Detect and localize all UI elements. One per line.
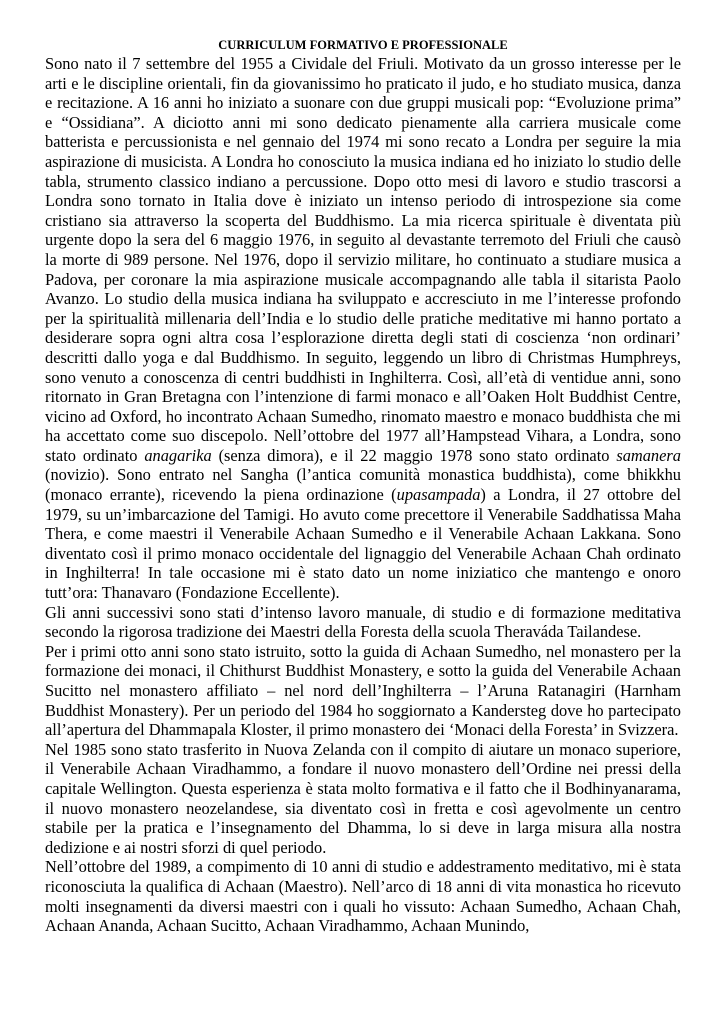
body-paragraph [45, 740, 681, 858]
document-body [45, 54, 681, 936]
italic-term: upasampada [396, 485, 481, 505]
italic-term: samanera [616, 445, 681, 465]
body-paragraph [45, 642, 681, 740]
text-run: (novizio). Sono entrato nel Sangha (l’antica comunità monastica buddhista), come bhikkhu (monaco errante), ricevendo la piena ordinazione ( [45, 465, 681, 505]
body-paragraph [45, 603, 681, 642]
text-run: (senza dimora), e il 22 maggio 1978 sono stato ordinato [211, 445, 617, 465]
text-run: Per i primi otto anni sono stato istruito, sotto la guida di Achaan Sumedho, nel monastero per la formazione dei monaci, il Chithurst Buddhist Monastery, e sotto la guida del Venerabile Achaan Sucitto nel monastero affiliato – nel nord dell’Inghilterra – l’Aruna Ratanagiri (Harnham Buddhist Monastery). Per un periodo del 1984 ho soggiornato a Kandersteg dove ho partecipato all’apertura del Dhammapala Kloster, il primo monastero dei ‘Monaci della Foresta’ in Svizzera. [45, 641, 681, 740]
body-paragraph [45, 54, 681, 603]
italic-term: anagarika [144, 445, 212, 465]
text-run: Nel 1985 sono stato trasferito in Nuova Zelanda con il compito di aiutare un monaco superiore, il Venerabile Achaan Viradhammo, a fondare il nuovo monastero dell’Ordine nei pressi della capitale Wellington. Questa esperienza è stata molto formativa e il fatto che il Bodhinyanarama, il nuovo monastero neozelandese, sia diventato così in fretta e così agevolmente un centro stabile per la pratica e l’insegnamento del Dhamma, lo si deve in larga misura alla nostra dedizione e ai nostri sforzi di quel periodo. [45, 739, 681, 857]
text-run: ) a Londra, il 27 ottobre del 1979, su un’imbarcazione del Tamigi. Ho avuto come precettore il Venerabile Saddhatissa Maha Thera, e come maestri il Venerabile Achaan Sumedho e il Venerabile Achaan Lakkana. Sono diventato così il primo monaco occidentale del lignaggio del Venerabile Achaan Chah ordinato in Inghilterra! In tale occasione mi è stato dato un nome iniziatico che mantengo e onoro tutt’ora: Thanavaro (Fondazione Eccellente). [45, 485, 682, 603]
document-page [45, 37, 681, 936]
text-run: Gli anni successivi sono stati d’intenso lavoro manuale, di studio e di formazione meditativa secondo la rigorosa tradizione dei Maestri della Foresta della scuola Theraváda Tailandese. [45, 602, 681, 642]
document-title: CURRICULUM FORMATIVO E PROFESSIONALE [218, 38, 508, 52]
body-paragraph [45, 857, 681, 935]
text-run: Sono nato il 7 settembre del 1955 a Cividale del Friuli. Motivato da un grosso interesse per le arti e le discipline orientali, fin da giovanissimo ho praticato il judo, e ho studiato musica, danza e recitazione. A 16 anni ho iniziato a suonare con due gruppi musicali pop: “Evoluzione prima” e “Ossidiana”. A diciotto anni mi sono dedicato pienamente alla carriera musicale come batterista e percussionista e nel gennaio del 1974 mi sono recato a Londra per seguire la mia aspirazione di musicista. A Londra ho conosciuto la musica indiana ed ho iniziato lo studio delle tabla, strumento classico indiano a percussione. Dopo otto mesi di lavoro e studio trascorsi a Londra sono tornato in Italia dove è iniziato un intenso periodo di introspezione sia come cristiano sia attraverso la scoperta del Buddhismo. La mia ricerca spirituale è diventata più urgente dopo la sera del 6 maggio 1976, in seguito al devastante terremoto del Friuli che causò la morte di 989 persone. Nel 1976, dopo il servizio militare, ho continuato a studiare musica a Padova, per coronare la mia aspirazione musicale accompagnando alle tabla il sitarista Paolo Avanzo. Lo studio della musica indiana ha sviluppato e accresciuto in me l’interesse profondo per la spiritualità millenaria dell’India e lo studio delle pratiche meditative mi hanno portato a desiderare sopra ogni altra cosa l’esplorazione diretta degli stati di coscienza ‘non ordinari’ descritti dallo yoga e dal Buddhismo. In seguito, leggendo un libro di Christmas Humphreys, sono venuto a conoscenza di centri buddhisti in Inghilterra. Così, all’età di ventidue anni, sono ritornato in Gran Bretagna con l’intenzione di farmi monaco e all’Oaken Holt Buddhist Centre, vicino ad Oxford, ho incontrato Achaan Sumedho, rinomato maestro e monaco buddhista che mi ha accettato come suo discepolo. Nell’ottobre del 1977 all’Hampstead Vihara, a Londra, sono stato ordinato [45, 54, 681, 465]
text-run: Nell’ottobre del 1989, a compimento di 10 anni di studio e addestramento meditativo, mi è stata riconosciuta la qualifica di Achaan (Maestro). Nell’arco di 18 anni di vita monastica ho ricevuto molti insegnamenti da diversi maestri con i quali ho vissuto: Achaan Sumedho, Achaan Chah, Achaan Ananda, Achaan Sucitto, Achaan Viradhammo, Achaan Munindo, [45, 857, 681, 936]
